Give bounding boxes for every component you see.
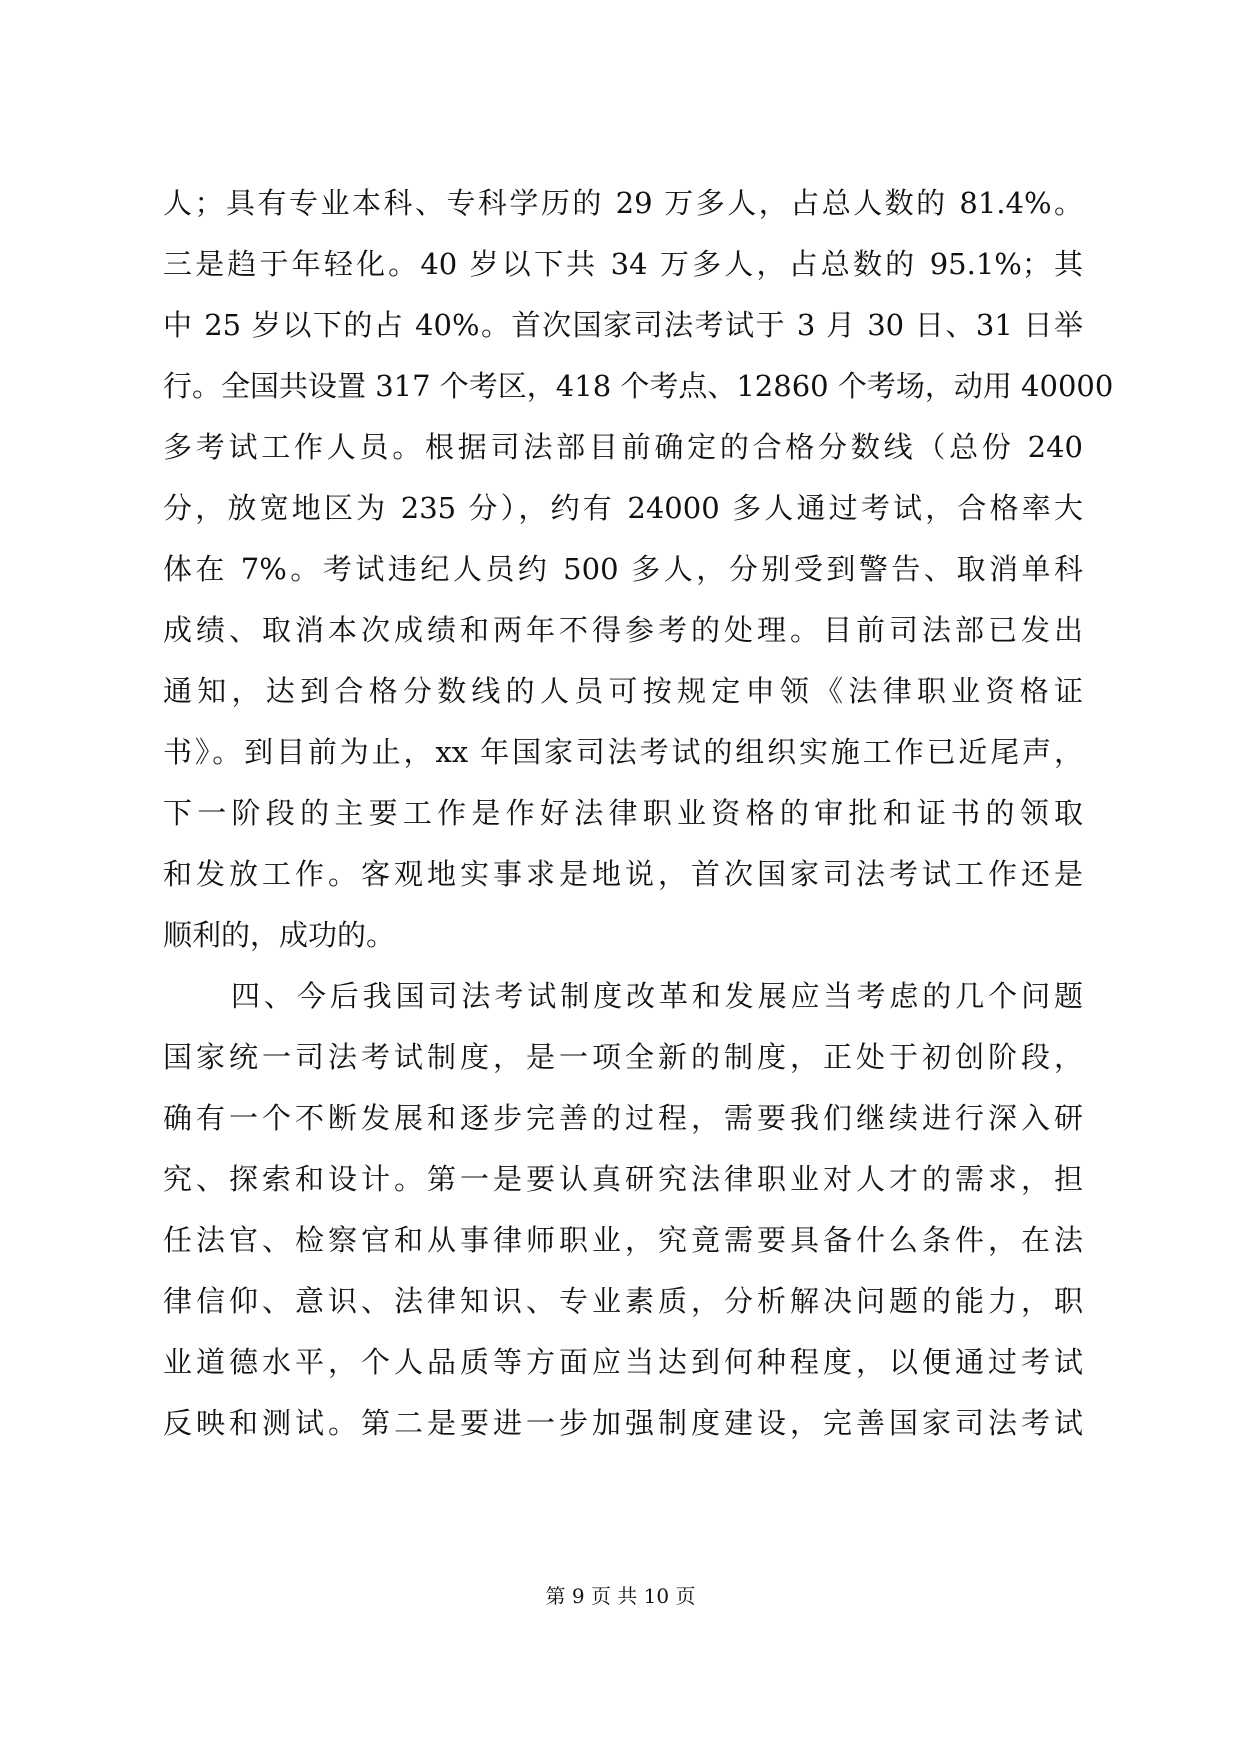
text-line: 和发放工作。客观地实事求是地说，首次国家司法考试工作还是 [163, 857, 1083, 891]
text-line: 下一阶段的主要工作是作好法律职业资格的审批和证书的领取 [163, 796, 1083, 830]
text-line: 律信仰、意识、法律知识、专业素质，分析解决问题的能力，职 [163, 1284, 1083, 1318]
text-line: 行。全国共设置 317 个考区，418 个考点、12860 个考场，动用 40000 [163, 369, 1114, 403]
text-line: 体在 7%。考试违纪人员约 500 多人，分别受到警告、取消单科 [163, 552, 1083, 586]
text-line: 分，放宽地区为 235 分），约有 24000 多人通过考试，合格率大 [163, 491, 1083, 525]
text-line: 通知，达到合格分数线的人员可按规定申领《法律职业资格证 [163, 674, 1083, 708]
text-line: 多考试工作人员。根据司法部目前确定的合格分数线（总份 240 [163, 430, 1083, 464]
text-line: 确有一个不断发展和逐步完善的过程，需要我们继续进行深入研 [163, 1101, 1083, 1135]
text-line: 任法官、检察官和从事律师职业，究竟需要具备什么条件，在法 [163, 1223, 1083, 1257]
text-line: 业道德水平，个人品质等方面应当达到何种程度，以便通过考试 [163, 1345, 1083, 1379]
body-text [163, 173, 1114, 1454]
section-heading: 四、今后我国司法考试制度改革和发展应当考虑的几个问题 [231, 979, 1083, 1013]
text-line: 究、探索和设计。第一是要认真研究法律职业对人才的需求，担 [163, 1162, 1083, 1196]
text-line: 成绩、取消本次成绩和两年不得参考的处理。目前司法部已发出 [163, 613, 1083, 647]
text-line: 书》。到目前为止，xx 年国家司法考试的组织实施工作已近尾声， [163, 735, 1083, 769]
text-line: 人；具有专业本科、专科学历的 29 万多人，占总人数的 81.4%。 [163, 186, 1083, 220]
text-line: 中 25 岁以下的占 40%。首次国家司法考试于 3 月 30 日、31 日举 [163, 308, 1083, 342]
page-number-footer: 第 9 页 共 10 页 [545, 1584, 696, 1608]
text-line: 三是趋于年轻化。40 岁以下共 34 万多人，占总数的 95.1%；其 [163, 247, 1083, 281]
text-line: 国家统一司法考试制度，是一项全新的制度，正处于初创阶段， [163, 1040, 1083, 1074]
text-line: 顺利的，成功的。 [163, 918, 396, 952]
text-line: 反映和测试。第二是要进一步加强制度建设，完善国家司法考试 [163, 1406, 1083, 1440]
